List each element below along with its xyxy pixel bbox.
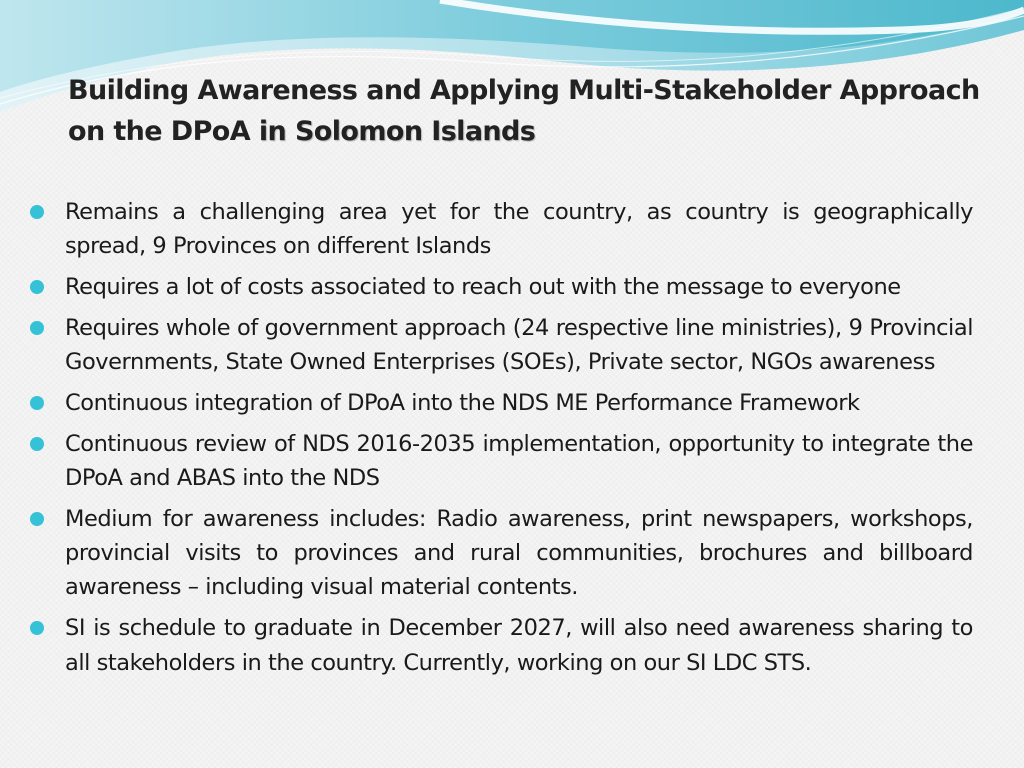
- bullet-text: SI is schedule to graduate in December 2027, will also need awareness sharing to all stakeholders in the country. Currently, working on our SI LDC STS.: [65, 615, 973, 676]
- bullet-dot-icon: [30, 205, 44, 219]
- bullet-dot-icon: [30, 512, 44, 526]
- bullet-dot-icon: [30, 396, 44, 410]
- bullet-list: [30, 195, 973, 686]
- bullet-dot-icon: [30, 621, 44, 635]
- bullet-item: [30, 386, 973, 420]
- bullet-text: Continuous review of NDS 2016-2035 implementation, opportunity to integrate the DPoA and ABAS into the NDS: [65, 430, 973, 492]
- bullet-text: Medium for awareness includes: Radio awareness, print newspapers, workshops, provincial visits to provinces and rural communities, brochures and billboard awareness – including visual material contents.: [65, 505, 973, 601]
- bullet-text: Continuous integration of DPoA into the NDS ME Performance Framework: [65, 389, 860, 416]
- bullet-item: [30, 311, 973, 380]
- slide-title-highlight: in Solomon Islands: [250, 116, 536, 147]
- slide-title: [68, 70, 988, 152]
- slide-title-main: Building Awareness and Applying Multi-Stakeholder Approach on the DPoA: [68, 75, 980, 147]
- bullet-item: [30, 611, 973, 680]
- bullet-item: [30, 427, 973, 496]
- bullet-item: [30, 270, 973, 304]
- bullet-dot-icon: [30, 437, 44, 451]
- bullet-item: [30, 502, 973, 605]
- bullet-text: Requires whole of government approach (24 respective line ministries), 9 Provincial Governments, State Owned Enterprises (SOEs), Private sector, NGOs awareness: [65, 314, 973, 376]
- bullet-dot-icon: [30, 280, 44, 294]
- bullet-dot-icon: [30, 321, 44, 335]
- bullet-item: [30, 195, 973, 264]
- bullet-text: Remains a challenging area yet for the country, as country is geographically spread, 9 Provinces on different Islands: [65, 199, 973, 260]
- bullet-text: Requires a lot of costs associated to reach out with the message to everyone: [65, 274, 901, 301]
